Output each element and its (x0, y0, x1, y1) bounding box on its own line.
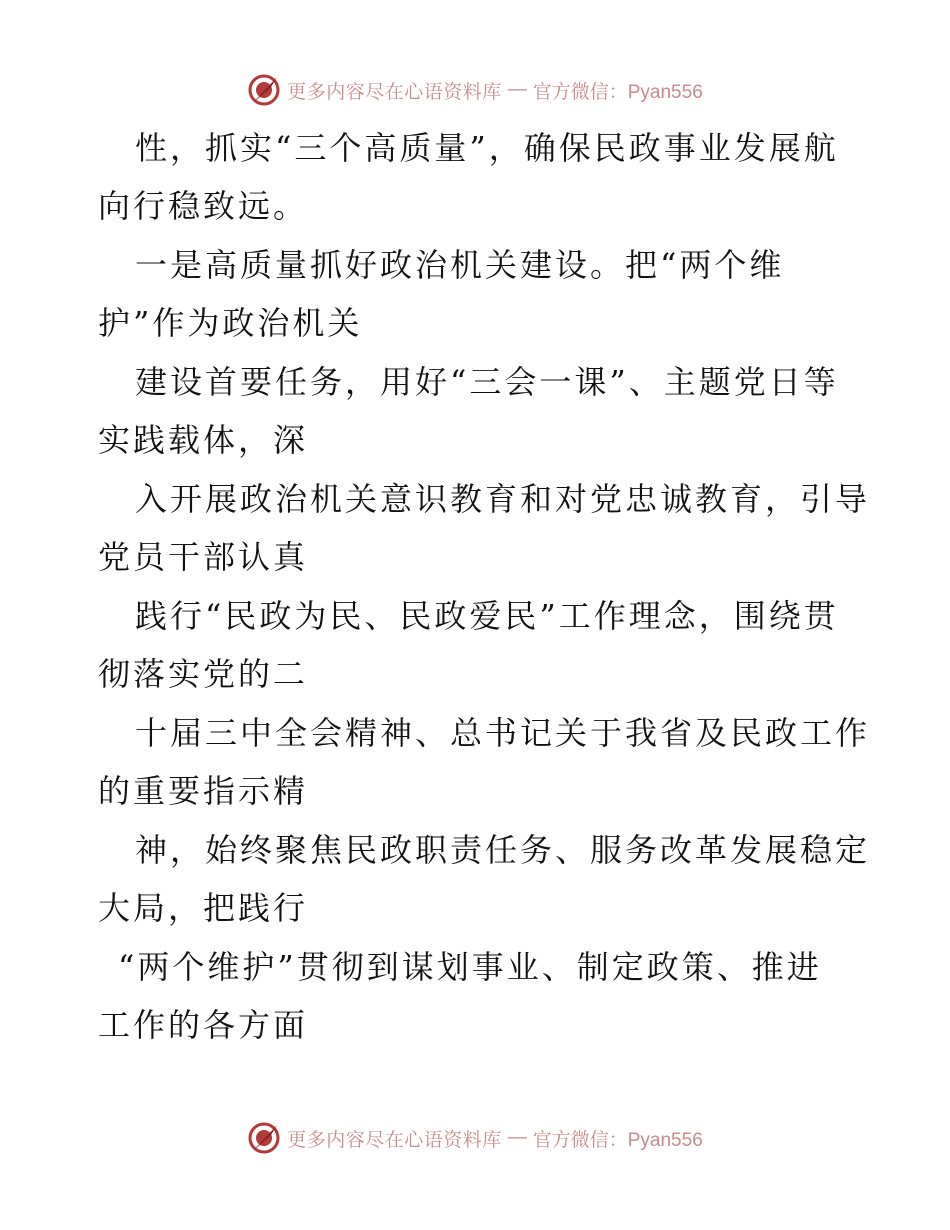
body-line: 实践载体，深 (98, 421, 309, 459)
body-line: 一是高质量抓好政治机关建设。把“两个维 (135, 246, 785, 284)
quill-logo-icon (247, 1121, 281, 1155)
body-line: 的重要指示精 (98, 772, 309, 810)
body-line: 建设首要任务，用好“三会一课”、主题党日等 (135, 363, 839, 401)
header-banner-text: 更多内容尽在心语资料库 (287, 80, 502, 103)
body-line: 十届三中全会精神、总书记关于我省及民政工作 (135, 714, 871, 752)
header-banner-separator: — (507, 79, 527, 100)
header-banner-contact: 官方微信：Pyan556 (532, 81, 703, 103)
footer-banner-contact: 官方微信：Pyan556 (532, 1129, 703, 1151)
footer-banner (0, 1118, 950, 1158)
footer-banner-separator: — (507, 1127, 527, 1148)
body-line: 神，始终聚焦民政职责任务、服务改革发展稳定 (135, 831, 871, 869)
body-line: 彻落实党的二 (98, 655, 309, 693)
body-line: 入开展政治机关意识教育和对党忠诚教育，引导 (135, 480, 871, 518)
body-line: 大局，把践行 (98, 889, 309, 927)
body-line: 践行“民政为民、民政爱民”工作理念，围绕贯 (135, 597, 839, 635)
body-line: 向行稳致远。 (98, 187, 309, 225)
body-line: 性，抓实“三个高质量”，确保民政事业发展航 (135, 129, 839, 167)
body-line: 工作的各方面 (98, 1006, 309, 1044)
footer-banner-text: 更多内容尽在心语资料库 (287, 1128, 502, 1151)
body-line: “两个维护”贯彻到谋划事业、制定政策、推进 (118, 948, 822, 986)
body-line: 护”作为政治机关 (98, 304, 363, 342)
body-line: 党员干部认真 (98, 538, 309, 576)
